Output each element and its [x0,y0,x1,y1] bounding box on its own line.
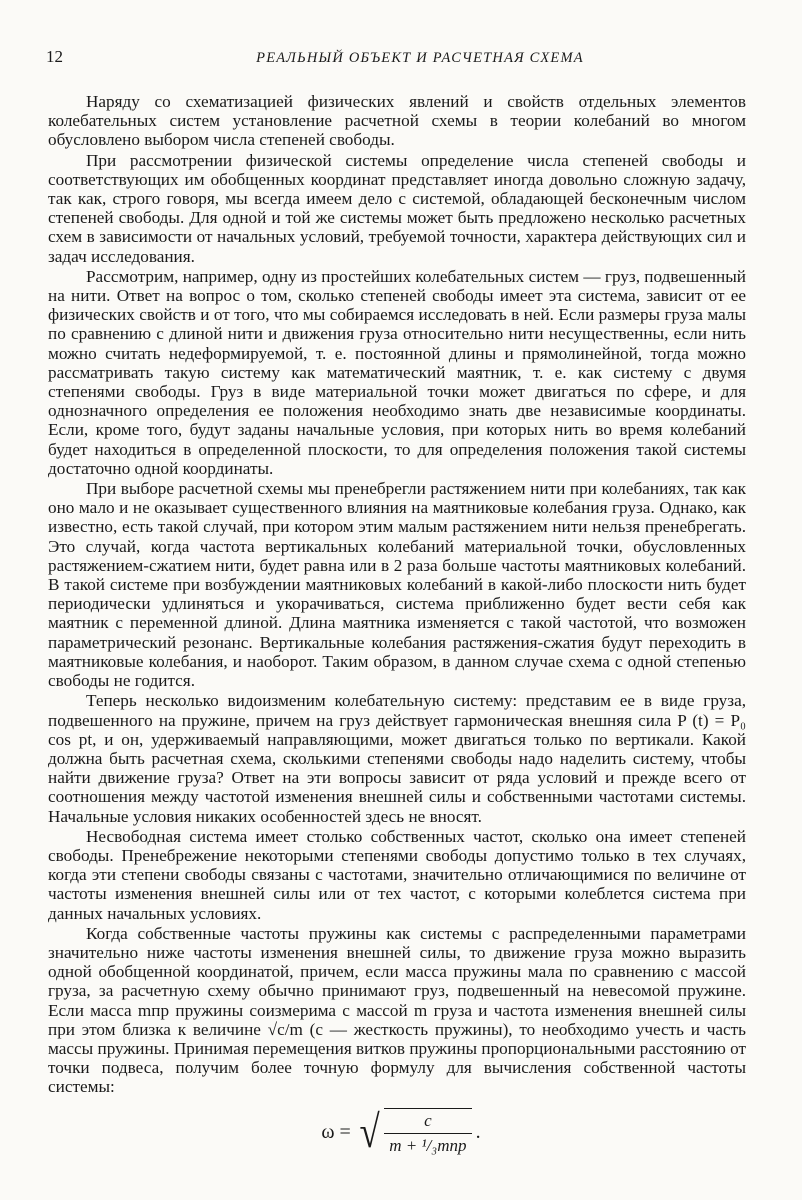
formula-end: . [475,1120,481,1143]
paragraph: Рассмотрим, например, одну из простейших колебательных систем — груз, подвешенный на нити. Ответ на вопрос о том, сколько степеней свободы имеет эта система, зависит от ее физических свойств и от того, что мы собираемся исследовать в ней. Если размеры груза малы по сравнению с длиной нити и движения груза относительно нити несущественны, если нить можно считать недеформируемой, т. е. постоянной длины и прямолинейной, тогда можно рассматривать такую систему как математический маятник, т. е. как систему с двумя степенями свободы. Груз в виде материальной точки может двигаться по сфере, и для однозначного определения ее положения необходимо знать две независимые координаты. Если, кроме того, будут заданы начальные условия, при которых нить во время колебаний будет находиться в определенной плоскости, то для определения положения такой системы достаточно одной координаты. [48,266,746,478]
running-head: РЕАЛЬНЫЙ ОБЪЕКТ И РАСЧЕТНАЯ СХЕМА [256,50,584,66]
paragraph: При рассмотрении физической системы определение числа степеней свободы и соответствующих им обобщенных координат представляет иногда довольно сложную задачу, так как, строго говоря, мы всегда имеем дело с системой, обладающей бесконечным числом степеней свободы. Для одной и той же системы может быть предложено несколько расчетных схем в зависимости от начальных условий, требуемой точности, характера действующих сил и задач исследования. [48,150,746,266]
formula-fraction [384,1108,472,1156]
paragraph: Когда собственные частоты пружины как системы с распределенными параметрами значительно ниже частоты изменения внешней силы, то движение груза можно выразить одной обобщенной координатой, причем, если масса пружины мала по сравнению с массой груза, за расчетную схему обычно принимают груз, подвешенный на невесомой пружине. Если масса mпр пружины соизмерима с массой m груза и частота изменения внешней силы при этом близка к величине √c/m (c — жесткость пружины), то необходимо учесть и часть массы пружины. Принимая перемещения витков пружины пропорциональными расстоянию от точки подвеса, получим более точную формулу для вычисления собственной частоты системы: [48,923,747,1097]
paragraph: Наряду со схематизацией физических явлений и свойств отдельных элементов колебательных систем установление расчетной схемы в теории колебаний во многом обусловлено выбором числа степеней свободы. [48,92,746,150]
body-text [48,92,746,1097]
frequency-formula [0,1108,802,1156]
formula-numerator: c [384,1111,472,1134]
paragraph: Теперь несколько видоизменим колебательную систему: представим ее в виде груза, подвешенного на пружине, причем на груз действует гармоническая внешняя сила P (t) = P₀ cos pt, и он, удерживаемый направляющими, может двигаться только по вертикали. Какой должна быть расчетная схема, сколькими степенями свободы надо наделить систему, чтобы найти движение груза? Ответ на эти вопросы зависит от ряда условий и прежде всего от соотношения между частотой изменения внешней силы и собственными частотами системы. Начальные условия никаких особенностей здесь не вносят. [48,691,746,826]
paragraph: Несвободная система имеет столько собственных частот, сколько она имеет степеней свободы. Пренебрежение некоторыми степенями свободы допустимо только в тех случаях, когда эти степени свободы связаны с частотами, значительно отличающимися по величине от частоты изменения внешней силы или от тех частот, с которыми колеблется система при данных начальных условиях. [48,826,746,923]
sqrt-icon: √ [359,1106,380,1157]
formula-denominator: m + ¹/₃mпр [389,1136,467,1155]
formula-lhs: ω = [321,1120,351,1143]
paragraph: При выборе расчетной схемы мы пренебрегли растяжением нити при колебаниях, так как оно мало и не оказывает существенного влияния на маятниковые колебания груза. Однако, как известно, есть такой случай, при котором этим малым растяжением нити нельзя пренебрегать. Это случай, когда частота вертикальных колебаний материальной точки, обусловленных растяжением-сжатием нити, будет равна или в 2 раза больше частоты маятниковых колебаний. В такой системе при возбуждении маятниковых колебаний в какой-либо плоскости нить будет периодически удлиняться и укорачиваться, система приближенно будет вести себя как маятник с переменной длиной. Длина маятника изменяется с такой частотой, что возможен параметрический резонанс. Вертикальные колебания растяжения-сжатия будут переходить в маятниковые колебания, и наоборот. Таким образом, в данном случае схема с одной степенью свободы не годится. [48,479,746,691]
page-number: 12 [46,47,63,66]
